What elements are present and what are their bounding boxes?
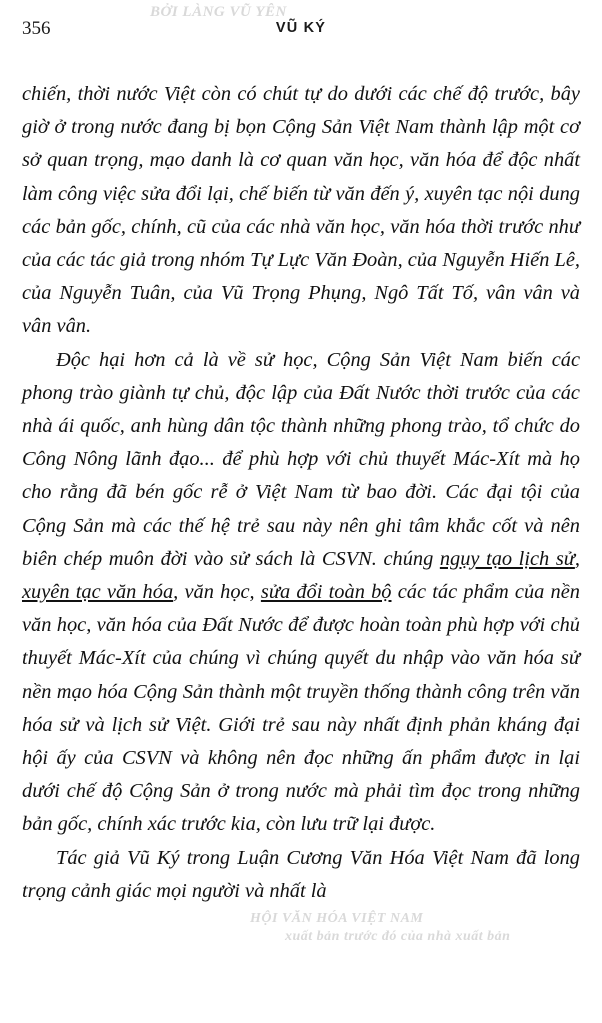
page-header: [0, 18, 602, 46]
emphasized-phrase: xuyên tạc văn hóa: [22, 581, 174, 604]
text-run: , văn học,: [173, 581, 261, 604]
running-title: VŨ KÝ: [275, 20, 327, 36]
text-run: các tác phẩm của nền văn học, văn hóa của Đất Nước để được hoàn toàn phù hợp với chủ thuyết Mác-Xít của chúng vì chúng quyết du nhập vào văn hóa sử nền mạo hóa Cộng Sản thành một truyền thống thành công trên văn hóa sử và lịch sử Việt. Giới trẻ sau này nhất định phản kháng đại hội ấy của CSVN và không nên đọc những ấn phẩm được in lại dưới chế độ Cộng Sản ở trong nước mà phải tìm đọc trong những bản gốc, chính xác trước kia, còn lưu trữ lại được.: [22, 581, 580, 836]
emphasized-phrase: sửa đổi toàn bộ: [260, 581, 392, 604]
paragraph-1: chiến, thời nước Việt còn có chút tự do dưới các chế độ trước, bây giờ ở trong nước đang bị bọn Cộng Sản Việt Nam thành lập một cơ sở quan trọng, mạo danh là cơ quan văn học, văn hóa để độc nhất làm công việc sửa đổi lại, chế biến từ văn đến ý, xuyên tạc nội dung các bản gốc, chính, cũ của các nhà văn học, văn hóa thời trước như của các tác giả trong nhóm Tự Lực Văn Đoàn, của Nguyễn Hiến Lê, của Nguyễn Tuân, của Vũ Trọng Phụng, Ngô Tất Tố, vân vân và vân vân.: [22, 83, 580, 338]
bleed-through-bottom-line-2: xuất bản trước đó của nhà xuất bản: [285, 929, 511, 944]
text-run: Độc hại hơn cả là về sử học, Cộng Sản Việt Nam biến các phong trào giành tự chủ, độc lập của Đất Nước thời trước của các nhà ái quốc, anh hùng dân tộc thành những phong trào, tổ chức do Công Nông lãnh đạo... để phù hợp với chủ thuyết Mác-Xít mà họ cho rằng đã bén gốc rễ ở Việt Nam từ bao đời. Các đại tội của Cộng Sản mà các thế hệ trẻ sau này nên ghi tâm khắc cốt và nên biên chép muôn đời vào sử sách là CSVN. chúng: [22, 348, 580, 570]
paragraph-3: Tác giả Vũ Ký trong Luận Cương Văn Hóa Việt Nam đã long trọng cảnh giác mọi người và nhất là: [22, 846, 580, 902]
bleed-through-top-text: BỞI LÀNG VŨ YÊN: [150, 4, 287, 20]
text-run: ,: [574, 547, 580, 570]
emphasized-phrase: ngụy tạo lịch sử: [439, 547, 575, 570]
page-number: 356: [22, 18, 51, 39]
bleed-through-bottom-line-1: HỘI VĂN HÓA VIỆT NAM: [250, 911, 424, 926]
page-body: [22, 78, 580, 908]
paragraph-2: [22, 344, 580, 842]
